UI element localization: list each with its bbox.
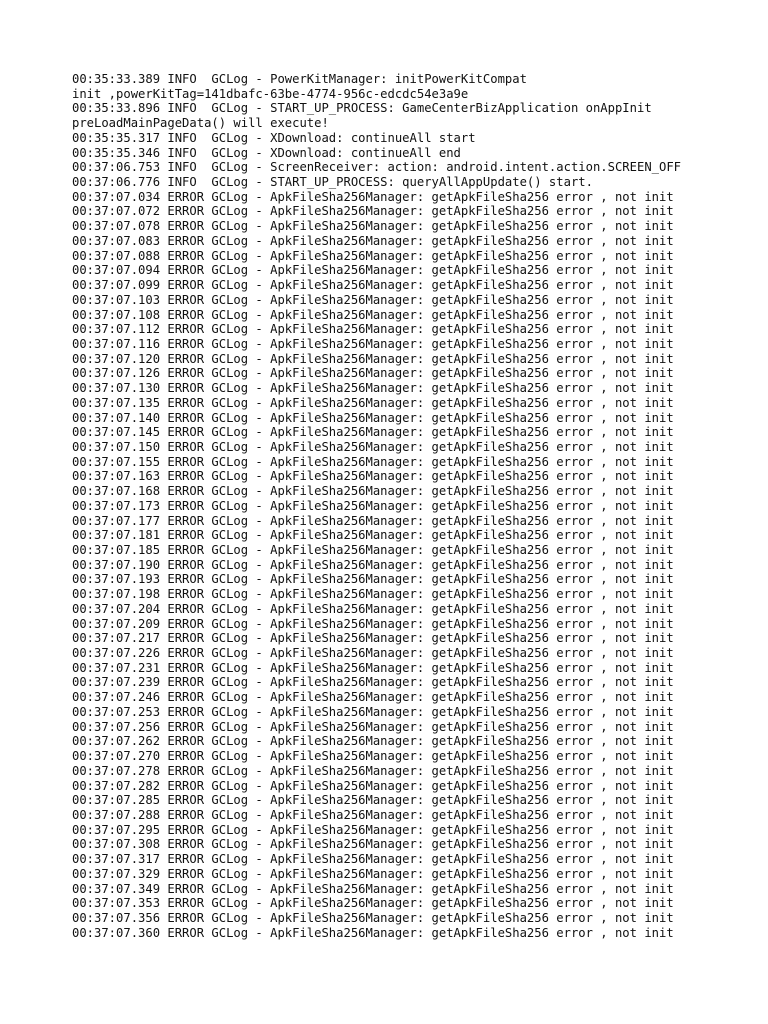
log-line: preLoadMainPageData() will execute!	[72, 116, 329, 131]
log-line: 00:37:07.145 ERROR GCLog - ApkFileSha256Manager: getApkFileSha256 error , not init	[72, 425, 674, 440]
log-line: 00:35:35.346 INFO GCLog - XDownload: continueAll end	[72, 145, 461, 160]
log-line: 00:37:07.198 ERROR GCLog - ApkFileSha256Manager: getApkFileSha256 error , not init	[72, 587, 674, 602]
log-line: 00:37:07.256 ERROR GCLog - ApkFileSha256Manager: getApkFileSha256 error , not init	[72, 719, 674, 734]
log-line: 00:37:07.308 ERROR GCLog - ApkFileSha256Manager: getApkFileSha256 error , not init	[72, 837, 674, 852]
log-line: init ,powerKitTag=141dbafc-63be-4774-956c-edcdc54e3a9e	[72, 86, 469, 101]
log-line: 00:37:07.246 ERROR GCLog - ApkFileSha256Manager: getApkFileSha256 error , not init	[72, 690, 674, 705]
log-line: 00:37:07.190 ERROR GCLog - ApkFileSha256Manager: getApkFileSha256 error , not init	[72, 557, 674, 572]
log-line: 00:37:07.204 ERROR GCLog - ApkFileSha256Manager: getApkFileSha256 error , not init	[72, 601, 674, 616]
log-line: 00:37:07.177 ERROR GCLog - ApkFileSha256Manager: getApkFileSha256 error , not init	[72, 513, 674, 528]
log-line: 00:37:07.099 ERROR GCLog - ApkFileSha256Manager: getApkFileSha256 error , not init	[72, 278, 674, 293]
log-line: 00:37:07.288 ERROR GCLog - ApkFileSha256Manager: getApkFileSha256 error , not init	[72, 807, 674, 822]
log-line: 00:37:07.130 ERROR GCLog - ApkFileSha256Manager: getApkFileSha256 error , not init	[72, 381, 674, 396]
log-line: 00:37:07.231 ERROR GCLog - ApkFileSha256Manager: getApkFileSha256 error , not init	[72, 660, 674, 675]
log-line: 00:37:07.078 ERROR GCLog - ApkFileSha256Manager: getApkFileSha256 error , not init	[72, 219, 674, 234]
log-line: 00:37:07.226 ERROR GCLog - ApkFileSha256Manager: getApkFileSha256 error , not init	[72, 646, 674, 661]
log-line: 00:37:07.103 ERROR GCLog - ApkFileSha256Manager: getApkFileSha256 error , not init	[72, 292, 674, 307]
log-line: 00:37:07.282 ERROR GCLog - ApkFileSha256Manager: getApkFileSha256 error , not init	[72, 778, 674, 793]
log-line: 00:37:07.150 ERROR GCLog - ApkFileSha256Manager: getApkFileSha256 error , not init	[72, 439, 674, 454]
log-line: 00:37:07.349 ERROR GCLog - ApkFileSha256Manager: getApkFileSha256 error , not init	[72, 881, 674, 896]
log-line: 00:37:07.168 ERROR GCLog - ApkFileSha256Manager: getApkFileSha256 error , not init	[72, 484, 674, 499]
log-line: 00:37:07.209 ERROR GCLog - ApkFileSha256Manager: getApkFileSha256 error , not init	[72, 616, 674, 631]
log-line: 00:37:07.262 ERROR GCLog - ApkFileSha256Manager: getApkFileSha256 error , not init	[72, 734, 674, 749]
log-line: 00:37:07.181 ERROR GCLog - ApkFileSha256Manager: getApkFileSha256 error , not init	[72, 528, 674, 543]
log-line: 00:37:07.108 ERROR GCLog - ApkFileSha256Manager: getApkFileSha256 error , not init	[72, 307, 674, 322]
log-line: 00:35:33.389 INFO GCLog - PowerKitManager: initPowerKitCompat	[72, 72, 527, 86]
log-line: 00:37:07.295 ERROR GCLog - ApkFileSha256Manager: getApkFileSha256 error , not init	[72, 822, 674, 837]
log-line: 00:37:07.116 ERROR GCLog - ApkFileSha256Manager: getApkFileSha256 error , not init	[72, 336, 674, 351]
log-line: 00:37:07.173 ERROR GCLog - ApkFileSha256Manager: getApkFileSha256 error , not init	[72, 498, 674, 513]
log-line: 00:37:07.088 ERROR GCLog - ApkFileSha256Manager: getApkFileSha256 error , not init	[72, 248, 674, 263]
log-line: 00:37:07.285 ERROR GCLog - ApkFileSha256Manager: getApkFileSha256 error , not init	[72, 793, 674, 808]
log-line: 00:37:07.329 ERROR GCLog - ApkFileSha256Manager: getApkFileSha256 error , not init	[72, 866, 674, 881]
log-line: 00:37:06.776 INFO GCLog - START_UP_PROCESS: queryAllAppUpdate() start.	[72, 175, 593, 190]
log-document	[72, 72, 752, 940]
log-line: 00:37:07.185 ERROR GCLog - ApkFileSha256Manager: getApkFileSha256 error , not init	[72, 543, 674, 557]
log-line: 00:37:07.155 ERROR GCLog - ApkFileSha256Manager: getApkFileSha256 error , not init	[72, 454, 674, 469]
log-line: 00:37:07.083 ERROR GCLog - ApkFileSha256Manager: getApkFileSha256 error , not init	[72, 233, 674, 248]
log-line: 00:37:07.112 ERROR GCLog - ApkFileSha256Manager: getApkFileSha256 error , not init	[72, 322, 674, 337]
log-line: 00:37:07.120 ERROR GCLog - ApkFileSha256Manager: getApkFileSha256 error , not init	[72, 351, 674, 366]
log-line: 00:37:07.140 ERROR GCLog - ApkFileSha256Manager: getApkFileSha256 error , not init	[72, 410, 674, 425]
log-line: 00:37:07.353 ERROR GCLog - ApkFileSha256Manager: getApkFileSha256 error , not init	[72, 896, 674, 911]
log-line: 00:35:33.896 INFO GCLog - START_UP_PROCESS: GameCenterBizApplication onAppInit	[72, 101, 652, 116]
log-line: 00:37:07.034 ERROR GCLog - ApkFileSha256Manager: getApkFileSha256 error , not init	[72, 189, 674, 204]
log-line: 00:37:07.317 ERROR GCLog - ApkFileSha256Manager: getApkFileSha256 error , not init	[72, 852, 674, 867]
log-line: 00:37:07.270 ERROR GCLog - ApkFileSha256Manager: getApkFileSha256 error , not init	[72, 749, 674, 764]
log-line: 00:37:07.126 ERROR GCLog - ApkFileSha256Manager: getApkFileSha256 error , not init	[72, 366, 674, 381]
log-line: 00:37:07.360 ERROR GCLog - ApkFileSha256Manager: getApkFileSha256 error , not init	[72, 925, 674, 940]
log-line: 00:37:07.356 ERROR GCLog - ApkFileSha256Manager: getApkFileSha256 error , not init	[72, 910, 674, 925]
log-line: 00:37:07.094 ERROR GCLog - ApkFileSha256Manager: getApkFileSha256 error , not init	[72, 263, 674, 278]
log-line: 00:37:07.193 ERROR GCLog - ApkFileSha256Manager: getApkFileSha256 error , not init	[72, 572, 674, 587]
log-line: 00:37:07.163 ERROR GCLog - ApkFileSha256Manager: getApkFileSha256 error , not init	[72, 469, 674, 484]
log-line: 00:37:06.753 INFO GCLog - ScreenReceiver: action: android.intent.action.SCREEN_OFF	[72, 160, 682, 175]
log-line: 00:35:35.317 INFO GCLog - XDownload: continueAll start	[72, 130, 476, 145]
log-lines	[72, 72, 752, 940]
log-line: 00:37:07.278 ERROR GCLog - ApkFileSha256Manager: getApkFileSha256 error , not init	[72, 763, 674, 778]
log-line: 00:37:07.253 ERROR GCLog - ApkFileSha256Manager: getApkFileSha256 error , not init	[72, 704, 674, 719]
log-line: 00:37:07.217 ERROR GCLog - ApkFileSha256Manager: getApkFileSha256 error , not init	[72, 631, 674, 646]
log-line: 00:37:07.072 ERROR GCLog - ApkFileSha256Manager: getApkFileSha256 error , not init	[72, 204, 674, 219]
log-line: 00:37:07.239 ERROR GCLog - ApkFileSha256Manager: getApkFileSha256 error , not init	[72, 675, 674, 690]
log-line: 00:37:07.135 ERROR GCLog - ApkFileSha256Manager: getApkFileSha256 error , not init	[72, 395, 674, 410]
